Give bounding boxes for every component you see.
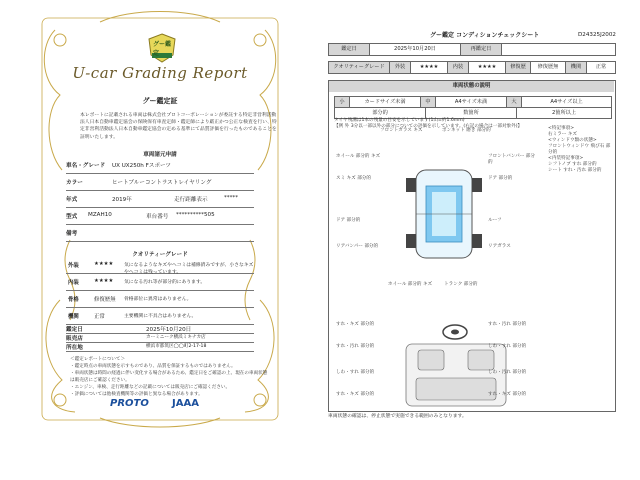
jaaa-logo: JAAA [172, 398, 199, 409]
interior-label-3: しわ・すれ 部分的 [336, 370, 375, 375]
note-line: ・鑑定時点の車両状態を示すものであり、品質を保証するものではありません。 [70, 364, 236, 369]
note-line: ・エンジン、車検、走行距離などの記載については販売店にご確認ください。 [70, 385, 231, 390]
grade-row [328, 61, 616, 74]
color-value: ヒートブルーコントラストレイヤリング [112, 180, 212, 186]
proto-logo: PROTO [110, 398, 149, 409]
label-rear-glass: リアガラス [488, 244, 511, 249]
quality-row-exterior [66, 256, 254, 274]
row-remarks [66, 224, 254, 242]
row-year [66, 190, 254, 208]
recheck-label: 再鑑定日 [461, 44, 502, 55]
repair-value: 修復歴無 [531, 62, 566, 73]
int-label: 内装 [448, 62, 469, 73]
interior-label-4: すれ・キズ 部分的 [336, 392, 375, 397]
label-wheel-fl: ホイール 部分的 キズ [336, 154, 381, 159]
interior-label-2: すれ・汚れ 部分的 [336, 344, 375, 349]
quality-row-interior [66, 273, 254, 291]
exterior-stars: ★★★★ [94, 261, 114, 267]
type-value: MZAH10 [88, 212, 112, 218]
frame-value: 修復歴無 [94, 297, 116, 303]
special-note-heading: <特記事項> [548, 126, 575, 131]
size-l-desc: A4サイズ以上 [550, 99, 583, 105]
interior-label-5: しわ・すれ 部分的 [488, 344, 527, 349]
car-topview-diagram [394, 150, 494, 270]
date-value: 2025年10月20日 [370, 44, 461, 55]
interior-label-8: すれ・汚れ 部分的 [488, 322, 527, 327]
ext-label: 外装 [390, 62, 411, 73]
frame-label: 骨格 [68, 297, 79, 303]
logo-text: グー鑑定 [153, 41, 172, 57]
size-l: 大 [507, 97, 522, 107]
sheet-title: グー鑑定 コンディションチェックシート [430, 32, 540, 39]
special-notes [548, 126, 612, 174]
special-note-line: 右ミラー キズ [548, 132, 577, 137]
label-roof: ルーフ [488, 218, 502, 223]
intro-text: 本レポートに記載される車両は株式会社プロトコーポレーションが委託する特定非営利活動法人日本自動車鑑定協会の保険保有車査定師・鑑定師により厳正かつ公正な検査を行い、特定非営利活動法人日本自動車鑑定協会の定める基準にて品質評価を行ったものであることを証明いたします。 [80, 113, 277, 140]
exterior-label: 外装 [68, 263, 79, 269]
interior-label-1: すれ・キズ 部分的 [336, 322, 375, 327]
steering-wheel-icon [440, 322, 470, 342]
repair-label: 修復歴 [506, 62, 531, 73]
label-trunk: トランク 部分的 [444, 282, 478, 287]
mileage-value: ***** [224, 195, 238, 201]
note-line: ・車両状態は時間の経過に伴い変化する場合があるため、鑑定日をご確認の上、現在の車両状態は販売店にご確認ください。 [70, 371, 268, 383]
grade-label: クオリティーグレード [329, 62, 390, 73]
report-title: U-car Grading Report [72, 64, 248, 82]
interior-stars: ★★★★ [94, 278, 114, 284]
date-label: 鑑定日 [329, 44, 370, 55]
sheet-code: D24325J2002 [578, 32, 616, 38]
exterior-desc: 気になるようなキズやヘコミは補修済みですが、小さなキズやヘコミは残っています。 [124, 263, 254, 275]
label-corner: スミ キズ 部分的 [336, 176, 371, 181]
row-color [66, 173, 254, 191]
size-s-desc: カードサイズ未満 [350, 97, 421, 107]
note-line: ・評価については他検査機関等の評価と異なる場合があります。 [70, 392, 203, 397]
engine-label: 機関 [68, 314, 79, 320]
chassis-label: 車台番号 [146, 214, 169, 220]
notes [70, 356, 270, 398]
type-label: 型式 [66, 214, 78, 220]
engine-value: 正常 [94, 314, 105, 320]
interior-label: 内装 [68, 280, 79, 286]
model-value: UX UX250h Fスポーツ [112, 163, 171, 169]
special-note-line: シフトノブ すれ 部分的 [548, 162, 597, 167]
size-s: 小 [335, 97, 350, 107]
footer-note: 車両状態の確認は、停止状態で実施できる範囲のみとなります。 [328, 414, 467, 419]
address-label: 所在地 [66, 345, 83, 351]
special-note-line: フロントウィンドウ 飛び石 部分的 [548, 144, 611, 155]
special-note-heading: <ウィンドウ類の状態> [548, 138, 597, 143]
quality-section-title: クオリティーグレード [132, 252, 188, 258]
scale-1: 部分的 [335, 108, 426, 118]
row-model [66, 156, 254, 174]
interior-label-7: すれ・キズ 部分的 [488, 392, 527, 397]
label-windshield: フロントガラス キズ [380, 128, 423, 133]
label-door-l: ドア 部分的 [336, 218, 361, 223]
label-wheel-r: ホイール 部分的 キズ [388, 282, 433, 287]
scale-2: 数箇所 [426, 108, 517, 118]
shop-label: 販売店 [66, 336, 83, 342]
year-label: 年式 [66, 197, 78, 203]
size-m: 中 [421, 97, 436, 107]
row-address [66, 342, 254, 352]
goo-logo [148, 33, 176, 63]
label-door-r: ドア 部分的 [488, 176, 513, 181]
engine-value: 正常 [595, 64, 607, 70]
size-m-desc: A4サイズ未満 [436, 97, 507, 107]
ext-value: ★★★★ [411, 62, 448, 73]
interior-desc: 気になる汚れ等が部分的にあります。 [124, 280, 206, 285]
interior-label-6: しわ・汚れ 部分的 [488, 370, 527, 375]
engine-label: 機関 [566, 62, 587, 73]
address-value: 横浜市都筑区◯◯町2-17-18 [146, 344, 207, 349]
color-label: カラー [66, 180, 83, 186]
label-front-bumper: フロントバンパー 部分的 [488, 154, 535, 165]
scale-3: 2箇所以上 [551, 110, 577, 116]
chassis-value: **********505 [176, 212, 215, 218]
mileage-label: 走行距離表示 [174, 197, 208, 203]
date-row [328, 43, 616, 56]
quality-row-engine [66, 307, 254, 325]
quality-row-frame [66, 290, 254, 308]
special-note-heading: <内装特記事項> [548, 156, 584, 161]
shop-value: カーミニーク横浜ミキナカ店 [146, 335, 206, 340]
date-value: 2025年10月20日 [146, 327, 192, 333]
desc-title: 車両状態の説明 [329, 81, 614, 92]
vehicle-section-title: 車両諸元申請 [143, 152, 177, 158]
legend-note-1: タイヤ残溝は1本の残量の目安を示しています(1山=約1.6mm) [334, 118, 465, 123]
row-type [66, 207, 254, 225]
certificate-title: グー鑑定証 [142, 97, 178, 105]
footer-logos [110, 398, 220, 412]
label-rear-bumper: リアバンパー 部分的 [336, 244, 379, 249]
year-value: 2019年 [112, 197, 132, 203]
label-bonnet: ボンネット 磨き 部分的 [442, 128, 491, 133]
date-label: 鑑定日 [66, 327, 83, 333]
legend-note-2: 【例 外 3分以一部以外の部分についての評価を示しています。(右記の場合は一部対象外)】 [334, 124, 523, 129]
frame-desc: 骨格部位に異常はありません。 [124, 297, 192, 302]
int-value: ★★★★ [469, 62, 506, 73]
remarks-label: 備考 [66, 231, 78, 237]
special-note-line: シート すれ・汚れ 部分的 [548, 168, 602, 173]
engine-desc: 主要機関に不具合はありません。 [124, 314, 197, 319]
model-label: 車名・グレード [66, 163, 106, 169]
note-line: ＜鑑定レポートについて＞ [70, 357, 126, 362]
